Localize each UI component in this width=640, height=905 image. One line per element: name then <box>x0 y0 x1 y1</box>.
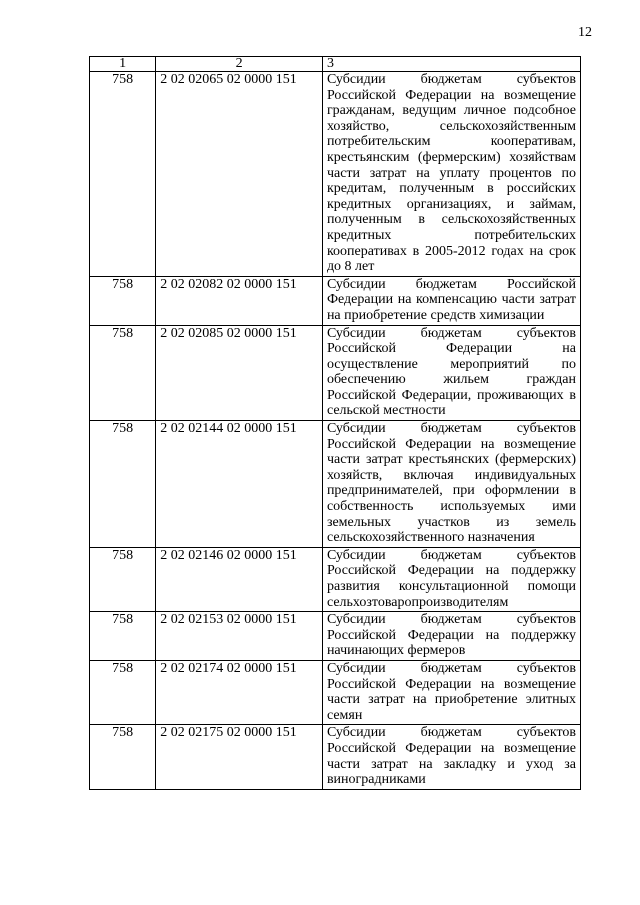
budget-code-cell: 2 02 02175 02 0000 151 <box>156 725 323 789</box>
budget-code-cell: 2 02 02065 02 0000 151 <box>156 72 323 277</box>
income-name-cell: Субсидии бюджетам субъектов Российской Федерации на возмещение части затрат на закладку и уход за виноградниками <box>322 725 580 789</box>
admin-code-cell: 758 <box>90 612 156 661</box>
admin-code-cell: 758 <box>90 325 156 421</box>
table-row <box>90 547 581 611</box>
budget-code-cell: 2 02 02085 02 0000 151 <box>156 325 323 421</box>
budget-code-cell: 2 02 02174 02 0000 151 <box>156 660 323 724</box>
table-header-row <box>90 57 581 72</box>
admin-code-cell: 758 <box>90 547 156 611</box>
income-name-cell: Субсидии бюджетам субъектов Российской Федерации на возмещение гражданам, ведущим личное подсобное хозяйство, сельскохозяйственным потребительским кооперативам, крестьянским (фермерским) хозяйствам части затрат на уплату процентов по кредитам, полученным в российских кредитных организациях, и займам, полученным в сельскохозяйственных кредитных потребительских кооперативах в 2005-2012 годах на срок до 8 лет <box>322 72 580 277</box>
column-header-2: 2 <box>156 57 323 72</box>
income-name-cell: Субсидии бюджетам субъектов Российской Федерации на поддержку развития консультационной помощи сельхозтоваропроизводителям <box>322 547 580 611</box>
income-name-cell: Субсидии бюджетам Российской Федерации на компенсацию части затрат на приобретение средств химизации <box>322 276 580 325</box>
admin-code-cell: 758 <box>90 660 156 724</box>
budget-code-cell: 2 02 02144 02 0000 151 <box>156 421 323 548</box>
budget-code-cell: 2 02 02082 02 0000 151 <box>156 276 323 325</box>
table-row <box>90 325 581 421</box>
column-header-1: 1 <box>90 57 156 72</box>
column-header-3: 3 <box>322 57 580 72</box>
table-row <box>90 612 581 661</box>
table-row <box>90 72 581 277</box>
income-name-cell: Субсидии бюджетам субъектов Российской Федерации на возмещение части затрат на приобретение элитных семян <box>322 660 580 724</box>
income-name-cell: Субсидии бюджетам субъектов Российской Федерации на осуществление мероприятий по обеспечению жильем граждан Российской Федерации, проживающих в сельской местности <box>322 325 580 421</box>
admin-code-cell: 758 <box>90 725 156 789</box>
admin-code-cell: 758 <box>90 72 156 277</box>
income-name-cell: Субсидии бюджетам субъектов Российской Федерации на возмещение части затрат крестьянских (фермерских) хозяйств, включая индивидуальных предпринимателей, при оформлении в собственность используемых ими земельных участков из земель сельскохозяйственного назначения <box>322 421 580 548</box>
table-row <box>90 725 581 789</box>
budget-code-cell: 2 02 02153 02 0000 151 <box>156 612 323 661</box>
income-name-cell: Субсидии бюджетам субъектов Российской Федерации на поддержку начинающих фермеров <box>322 612 580 661</box>
admin-code-cell: 758 <box>90 421 156 548</box>
table-row <box>90 421 581 548</box>
budget-codes-table <box>89 56 581 790</box>
table-row <box>90 660 581 724</box>
admin-code-cell: 758 <box>90 276 156 325</box>
table-row <box>90 276 581 325</box>
budget-code-cell: 2 02 02146 02 0000 151 <box>156 547 323 611</box>
page-number: 12 <box>578 25 592 40</box>
